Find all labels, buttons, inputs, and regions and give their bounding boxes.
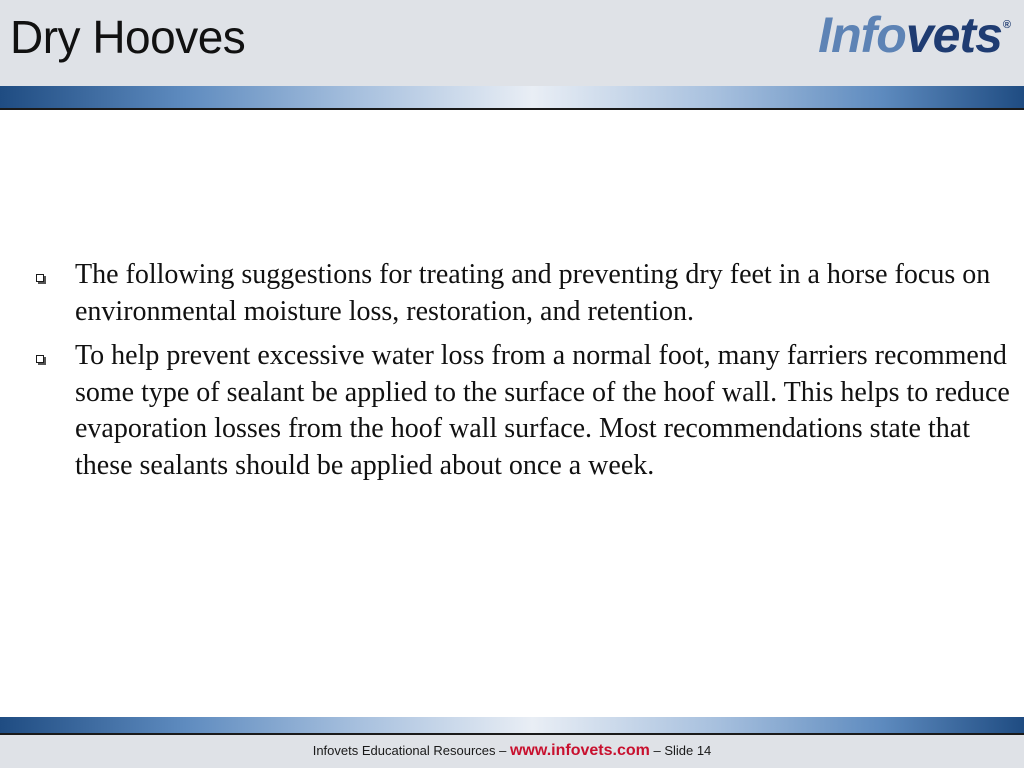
bullet-item [36,338,1016,484]
slide-title: Dry Hooves [10,11,246,63]
footer-prefix: Infovets Educational Resources – [312,743,510,758]
footer-text [0,742,1024,760]
footer-website-link[interactable]: www.infovets.com [509,742,650,759]
slide-header [0,0,1024,86]
header-gradient-band [0,86,1024,110]
bullet-text: The following suggestions for treating and preventing dry feet in a horse focus on environmental moisture loss, restoration, and retention. [75,259,991,327]
bullet-list [36,257,1016,492]
bullet-item [36,257,1016,330]
bullet-square-icon [36,257,75,282]
infovets-logo [818,7,1010,63]
bullet-text: To help prevent excessive water loss from a normal foot, many farriers recommend some type of sealant be applied to the surface of the hoof wall. This helps to reduce evaporation losses from the hoof wall surface. Most recommendations state that these sealants should be applied about once a week. [75,340,1010,481]
logo-part-vets: vets [905,7,1002,63]
slide-footer [0,735,1024,768]
registered-mark: ® [1002,19,1010,31]
footer-gradient-band [0,717,1024,735]
bullet-square-icon [36,338,75,363]
logo-part-info: Info [818,7,906,63]
footer-slide-number: – Slide 14 [649,743,712,758]
